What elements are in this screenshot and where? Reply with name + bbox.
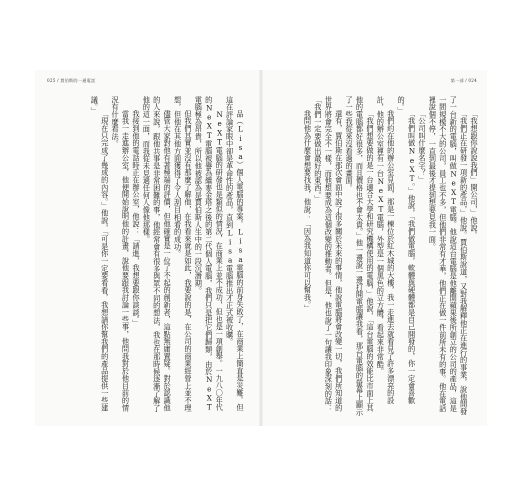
left-paragraph: 品（Lisa）個人電腦的專案。Lisa電腦的前身失敗了，在商業上簡直是災難。但這在評論家眼中卻是革命性的產品，直到Lisa電腦推出才正式被收購。 [225,96,245,412]
right-paragraph: 「公司叫什麼名字？」 [417,110,427,184]
right-page-body [275,96,479,416]
book-spread [35,70,487,426]
right-paragraph: 我問他為什麼會想要找我，他說：「因為我知道你可以幫我。」 [303,110,313,313]
right-paragraph: 「我想跟你說說我們」開公司，」他說。 [470,110,479,240]
left-page-body [47,96,245,416]
left-paragraph: NeXT電腦的研發也是類似的情況，在商業上並不成功，但也是一項創舉。一九八〇年代的NeXT電腦被譽為繼麥金塔之後的第二代個人電腦，我們只是把它們歸類，由於NeXT電腦極為昂貴，所以他被認為是賈伯斯人生中的一段沉潛期。 [194,96,225,412]
right-paragraph: 「我們想要做的是一台適合大學和研究機構使用的電腦，」他說，「這台電腦的效能比市面上其他的電腦都好很多，而且價格也不會太貴。」他一邊說一邊打開電腦讓我看，那台電腦的螢幕上顯示了一些我從來沒看過的畫面。 [345,96,375,416]
right-paragraph: 「我們叫做NeXT。」他說，「我們做電腦，軟體與硬體都是自己開發的，你一定會喜歡的。」 [397,96,417,405]
book-gutter [259,70,263,426]
right-paragraph: 「我們正在研發一項新的產品，」他說。賈伯斯說道，又對我解釋他正在進行的事業，說他開發了一台新的電腦，叫做NeXT電腦。他說這台電腦是他離開蘋果後所創立的公司的產品，這是一間規模不大的公司，員工也不多，但他們非常有才華，他們正在做一件前所未有的事。他在電話裡說個不停，一直到最後才提到想要見我一面。 [428,96,469,416]
left-paragraph: 儘管大家對他有著極端的評價，但他確實是一位了不起的創新者，這點無庸置疑。對於認識他的人來說，跟他共事是非常困難的事，他經常會有很多與眾不同的想法，我也在那時候逐漸了解了他的這一面，而我從未見過任何人像他那樣。 [142,96,173,413]
left-page [35,70,255,426]
left-paragraph: 但我們其實並沒有那麼了解他，在我看來就是如此，我要說的是，在公司的商業經營上並不理想，但他在其他方面獲得了令人刮目相看的成功。 [173,96,193,412]
left-paragraph: 「現在只完成了幾成的內容。」他說，「可是你一定要看看，我想請你幫我們的產品提供一些建議。」 [90,96,110,412]
left-paragraph: 我接到他的電話時正在辦公室，他說：「請進，我想要跟你談談。」 [131,110,141,328]
left-paragraph: 當我一走進辦公室，他便開始說明他的計畫，說他要跟我討論一些事，他問我對於他目前的情況有什麼看法。 [111,96,131,412]
right-page-header: 第一部 / 024 [450,78,477,83]
left-page-header: 025 / 賈伯斯的一通電話 [47,78,96,83]
right-paragraph: 還有，賈伯斯在那次會面中說了很多關於未來的事情，他說電腦將會改變一切，我們所知道的世界將會完全不一樣，而他想要成為這個改變的推動者。但是，他也說了一句讓我印象深刻的話：「我們一定要做出最好的東西。」 [313,96,344,413]
right-page [267,70,487,426]
right-paragraph: 我們約在他的辦公室見面，那是一棟位於紅木城的大樓，我一走進去就看見了許多漂亮的設計，他的辦公室裡有一台NeXT電腦，外型是一個黑色的立方體，看起來非常酷。 [376,96,396,405]
